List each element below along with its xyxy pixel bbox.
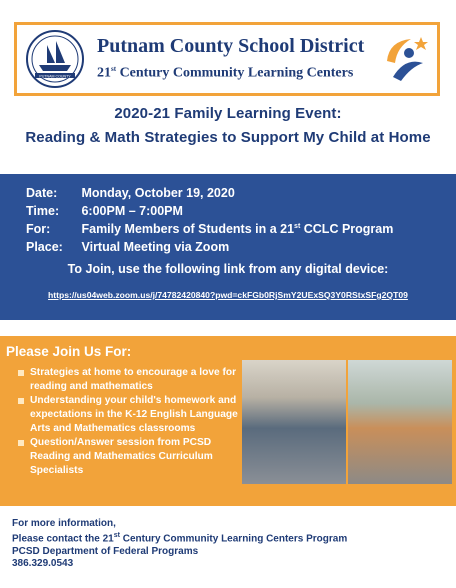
photo-children-in-classroom (348, 360, 452, 484)
event-title-line2: Reading & Math Strategies to Support My Child at Home (25, 129, 431, 146)
place-row (26, 240, 229, 254)
event-title-line1: 2020-21 Family Learning Event: (114, 105, 342, 122)
footer-line3: PCSD Department of Federal Programs (12, 545, 199, 557)
bullet-square-icon (18, 440, 24, 446)
join-us-panel (0, 336, 456, 506)
time-value: 6:00PM – 7:00PM (81, 204, 183, 218)
place-value: Virtual Meeting via Zoom (81, 240, 230, 254)
event-title (0, 102, 456, 150)
list-item: Question/Answer session from PCSD Reading and Mathematics Curriculum Specialists (18, 436, 240, 478)
zoom-meeting-link[interactable]: https://us04web.zoom.us/j/74782420840?pwd=ckFGb0RjSmY2UExSQ3Y0RStxSFg2QT09 (48, 290, 408, 300)
date-row (26, 186, 235, 200)
bullet-square-icon (18, 398, 24, 404)
for-row (26, 222, 393, 236)
join-instructions: To Join, use the following link from any digital device: (67, 262, 389, 276)
seal-text: PUTNAM COUNTY (39, 74, 71, 79)
bullet-square-icon (18, 370, 24, 376)
time-label: Time: (26, 204, 60, 218)
join-us-heading: Please Join Us For: (6, 344, 132, 359)
footer-phone: 386.329.0543 (12, 557, 74, 569)
place-label: Place: (26, 240, 63, 254)
time-row (26, 204, 183, 218)
date-value: Monday, October 19, 2020 (81, 186, 235, 200)
contact-footer (12, 518, 347, 570)
district-seal-icon (25, 29, 85, 89)
activity-list (18, 366, 240, 478)
list-item: Strategies at home to encourage a love for reading and mathematics (18, 366, 240, 394)
cclc-logo-icon (379, 31, 431, 89)
header-banner (14, 22, 440, 96)
footer-line1: For more information, (12, 518, 116, 529)
for-label: For: (26, 222, 51, 236)
district-name: Putnam County School District (97, 35, 365, 57)
for-value: Family Members of Students in a 21st CCLC Program (81, 222, 394, 236)
list-item: Understanding your child's homework and expectations in the K-12 English Language Arts and Mathematics classrooms (18, 394, 240, 436)
photo-parent-and-child-reading (242, 360, 346, 484)
date-label: Date: (26, 186, 58, 200)
footer-line2: Please contact the 21st Century Community Learning Centers Program (12, 532, 348, 545)
district-subtitle: 21st Century Community Learning Centers (97, 65, 354, 81)
event-details-panel (0, 174, 456, 320)
